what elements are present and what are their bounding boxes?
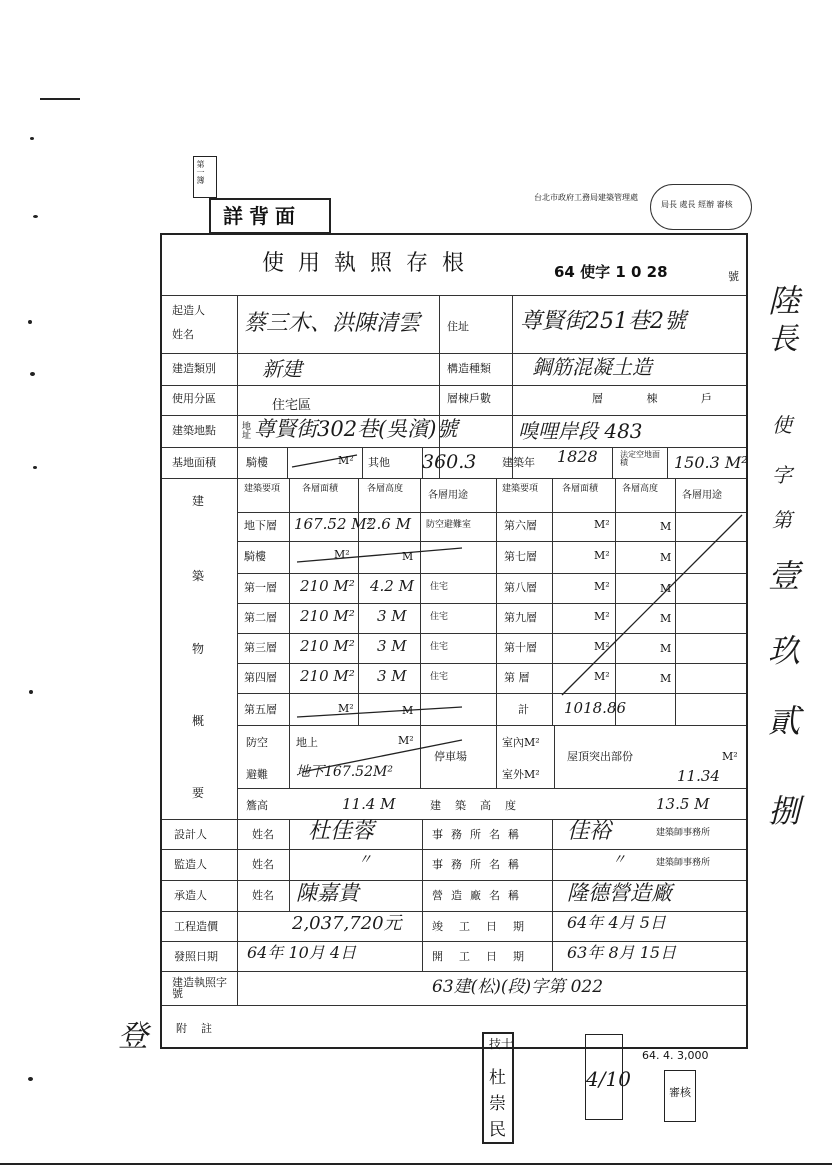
start-date-value: 63年 8月 15日 xyxy=(567,943,677,962)
address-value: 尊賢街251巷2號 xyxy=(520,309,686,334)
floor-name: 第一層 xyxy=(244,581,277,594)
side-note: 捌 xyxy=(768,792,801,830)
site-lot-value: 嗅哩岸段 483 xyxy=(518,419,643,443)
floor-height: 3 M xyxy=(377,637,407,655)
seal-char: 民 xyxy=(489,1120,506,1140)
floor-area: 210 M² xyxy=(300,667,355,685)
address-label: 住址 xyxy=(447,320,469,333)
floor-name: 第十層 xyxy=(504,641,537,654)
floor-use: 防空避難室 xyxy=(426,520,472,530)
underground-area: 地下167.52M² xyxy=(296,764,393,780)
seal-char: 杜 xyxy=(489,1068,506,1088)
base-area-label: 基地面積 xyxy=(172,456,216,469)
contractor-name-value: 陳嘉貴 xyxy=(296,881,359,905)
issue-date-label: 發照日期 xyxy=(174,950,218,963)
permit-number-value: 63建(松)(段)字第 022 xyxy=(432,977,604,997)
office-name-label: 事務所名稱 xyxy=(432,828,527,841)
floor-area: M² xyxy=(338,702,354,715)
floor-area: 210 M² xyxy=(300,607,355,625)
company-name-value: 隆德營造廠 xyxy=(567,881,672,905)
eave-height-label: 簷高 xyxy=(246,799,268,812)
left-margin-mark: 登 xyxy=(118,1019,148,1054)
cost-label: 工程造價 xyxy=(174,920,218,933)
side-note: 壹 xyxy=(768,557,801,595)
side-note: 字 xyxy=(772,463,792,487)
seal-char: 崇 xyxy=(489,1094,506,1114)
floor-use: 住宅 xyxy=(430,612,449,622)
scan-noise xyxy=(28,1077,33,1081)
col-header: 各層面積 xyxy=(562,484,599,494)
review-seal xyxy=(664,1070,696,1122)
floor-name: 第三層 xyxy=(244,641,277,654)
office-suffix-2: 建築師事務所 xyxy=(656,858,711,868)
supervisor-name-label: 姓名 xyxy=(252,858,274,871)
floor-use: 住宅 xyxy=(430,582,449,592)
floor-height: 4.2 M xyxy=(370,577,414,595)
floor-name: 第七層 xyxy=(504,550,537,563)
total-label: 計 xyxy=(518,703,529,716)
units-label: 層棟戶數 xyxy=(447,392,491,405)
floor-height: M xyxy=(402,704,414,717)
floor-use: 住宅 xyxy=(430,642,449,652)
permit-number-label: 建造執照字號 xyxy=(172,976,227,1000)
floor-name: 地下層 xyxy=(244,519,277,532)
section-label-char: 物 xyxy=(192,642,205,656)
evacuation-label: 避難 xyxy=(246,768,268,781)
floor-height: 3 M xyxy=(377,667,407,685)
col-header: 各層高度 xyxy=(622,484,659,494)
scan-noise xyxy=(40,98,80,100)
side-note: 第 xyxy=(772,508,792,532)
review-stamp-text: 局長 處長 經辦 審核 xyxy=(661,200,733,209)
designer-label: 設計人 xyxy=(174,828,207,841)
floor-area: M² xyxy=(594,640,610,653)
print-run: 64. 4. 3,000 xyxy=(642,1049,709,1062)
floor-area: 210 M² xyxy=(300,577,355,595)
corner-mark-text: 第一簿 xyxy=(196,160,205,184)
designer-name-label: 姓名 xyxy=(252,828,274,841)
scan-bottom-edge xyxy=(0,1163,832,1165)
units-value: 層 棟 戶 xyxy=(592,392,712,405)
floor-name: 第八層 xyxy=(504,581,537,594)
side-note: 貳 xyxy=(768,702,801,740)
building-height-value: 13.5 M xyxy=(656,795,710,813)
supervisor-name-value: 〃 xyxy=(358,852,372,868)
section-label-char: 建 xyxy=(192,494,205,508)
floor-height: M xyxy=(660,642,672,655)
form-title: 使用執照存根 xyxy=(262,251,479,276)
builder-label: 起造人 xyxy=(172,304,205,317)
seal-char: 技士 xyxy=(489,1037,514,1051)
floor-area: M² xyxy=(334,548,350,561)
section-label-char: 要 xyxy=(192,786,205,800)
floor-area: M² xyxy=(594,549,610,562)
use-zone-label: 使用分區 xyxy=(172,392,216,405)
office-name-value: 佳裕 xyxy=(567,819,612,844)
above-ground-label: 地上 xyxy=(296,736,318,749)
license-number: 64 使字 1 0 28 xyxy=(554,263,668,281)
office-name-value-2: 〃 xyxy=(612,852,626,868)
parking-indoor: 室內M² xyxy=(502,736,540,749)
floor-area: 210 M² xyxy=(300,637,355,655)
supervisor-label: 監造人 xyxy=(174,858,207,871)
use-zone-value: 住宅區 xyxy=(272,398,312,413)
floor-name: 騎樓 xyxy=(244,550,266,563)
col-header: 各層用途 xyxy=(682,490,722,501)
section-label-char: 築 xyxy=(192,569,205,583)
floor-name: 第 層 xyxy=(504,671,530,684)
total-area: 1018.86 xyxy=(564,699,627,717)
corner-mark-box xyxy=(193,156,217,198)
above-ground-unit: M² xyxy=(398,734,414,747)
air-raid-label: 防空 xyxy=(246,736,268,749)
year-value: 1828 xyxy=(557,447,598,466)
agency-stamp xyxy=(534,190,644,226)
scan-noise xyxy=(28,320,32,324)
col-header: 建築要項 xyxy=(244,484,281,494)
license-suffix: 號 xyxy=(728,270,739,283)
floor-area: M² xyxy=(594,670,610,683)
structure-label: 構造種類 xyxy=(447,362,491,375)
date-stamp-value: 4/10 xyxy=(586,1067,631,1091)
parking-label: 停車場 xyxy=(434,750,467,763)
floor-height: M xyxy=(660,520,672,533)
col-header: 各層高度 xyxy=(367,484,404,494)
building-type-value: 新建 xyxy=(262,357,302,381)
arcade-label: 騎樓 xyxy=(246,456,268,469)
issue-date-value: 64年 10月 4日 xyxy=(247,943,357,962)
floor-name: 第二層 xyxy=(244,611,277,624)
floor-height: M xyxy=(660,582,672,595)
side-note: 陸 xyxy=(768,282,801,320)
site-address-value: 尊賢街302巷(吳濱)號 xyxy=(254,417,458,441)
completion-date-value: 64年 4月 5日 xyxy=(567,913,666,932)
roof-protrusion-value: 11.34 xyxy=(677,767,720,785)
floor-name: 第九層 xyxy=(504,611,537,624)
roof-protrusion-label: 屋頂突出部份 xyxy=(567,750,633,763)
site-prefix: 地址 xyxy=(240,421,250,439)
section-label-char: 概 xyxy=(192,714,205,728)
office-name-label-2: 事務所名稱 xyxy=(432,858,527,871)
legal-open-area-value: 150.3 M² xyxy=(674,453,748,472)
scan-noise xyxy=(33,466,37,469)
building-type-label: 建造類別 xyxy=(172,362,216,375)
floor-name: 第六層 xyxy=(504,519,537,532)
floor-use: 住宅 xyxy=(430,672,449,682)
other-label: 其他 xyxy=(368,456,390,469)
floor-name: 第五層 xyxy=(244,703,277,716)
side-note: 長 xyxy=(768,322,798,357)
side-note: 使 xyxy=(772,413,792,437)
contractor-name-label: 姓名 xyxy=(252,889,274,902)
floor-height: 3 M xyxy=(377,607,407,625)
contractor-label: 承造人 xyxy=(174,889,207,902)
structure-value: 鋼筋混凝土造 xyxy=(532,355,652,379)
floor-area: 167.52 M² xyxy=(294,515,373,533)
scan-noise xyxy=(33,215,38,218)
start-date-label: 開工日期 xyxy=(432,950,540,963)
remarks-label: 附註 xyxy=(176,1022,226,1035)
floor-height: 2.6 M xyxy=(367,515,411,533)
side-note: 玖 xyxy=(768,632,801,670)
scan-noise xyxy=(29,690,33,694)
scan-noise xyxy=(30,372,35,376)
designer-name-value: 杜佳蓉 xyxy=(308,819,375,844)
col-header: 各層面積 xyxy=(302,484,339,494)
building-height-label: 建築高度 xyxy=(430,799,530,812)
company-name-label: 營造廠名稱 xyxy=(432,889,527,902)
technician-seal xyxy=(482,1032,514,1144)
completion-date-label: 竣工日期 xyxy=(432,920,540,933)
floor-area: M² xyxy=(594,580,610,593)
cost-value: 2,037,720元 xyxy=(292,913,402,934)
floor-area: M² xyxy=(594,518,610,531)
floor-area: M² xyxy=(594,610,610,623)
floor-height: M xyxy=(660,551,672,564)
floor-name: 第四層 xyxy=(244,671,277,684)
use-license-stub-form xyxy=(160,233,748,1049)
date-stamp xyxy=(585,1034,631,1120)
scan-noise xyxy=(30,137,34,140)
detail-back-label: 詳背面 xyxy=(223,204,301,228)
builder-name-label: 姓名 xyxy=(172,328,194,341)
other-value: 360.3 xyxy=(422,451,477,473)
arcade-unit: M² xyxy=(338,454,354,467)
year-label: 建築年 xyxy=(502,456,535,469)
floor-height: M xyxy=(660,672,672,685)
col-header: 建築要項 xyxy=(502,484,539,494)
floor-height: M xyxy=(402,550,414,563)
parking-outdoor: 室外M² xyxy=(502,768,540,781)
builder-name-value: 蔡三木、洪陳清雲 xyxy=(244,311,421,336)
col-header: 各層用途 xyxy=(428,490,468,501)
detail-back-tab xyxy=(209,198,331,234)
agency-stamp-line: 台北市政府工務局建築管理處 xyxy=(534,193,638,202)
review-seal-text: 審核 xyxy=(669,1086,691,1099)
site-label: 建築地點 xyxy=(172,424,216,437)
review-stamp-oval xyxy=(650,184,752,230)
floor-height: M xyxy=(660,612,672,625)
eave-height-value: 11.4 M xyxy=(342,795,396,813)
roof-protrusion-unit: M² xyxy=(722,750,738,763)
legal-open-area-label: 法定空地面積 xyxy=(620,450,660,467)
office-suffix: 建築師事務所 xyxy=(656,828,711,838)
